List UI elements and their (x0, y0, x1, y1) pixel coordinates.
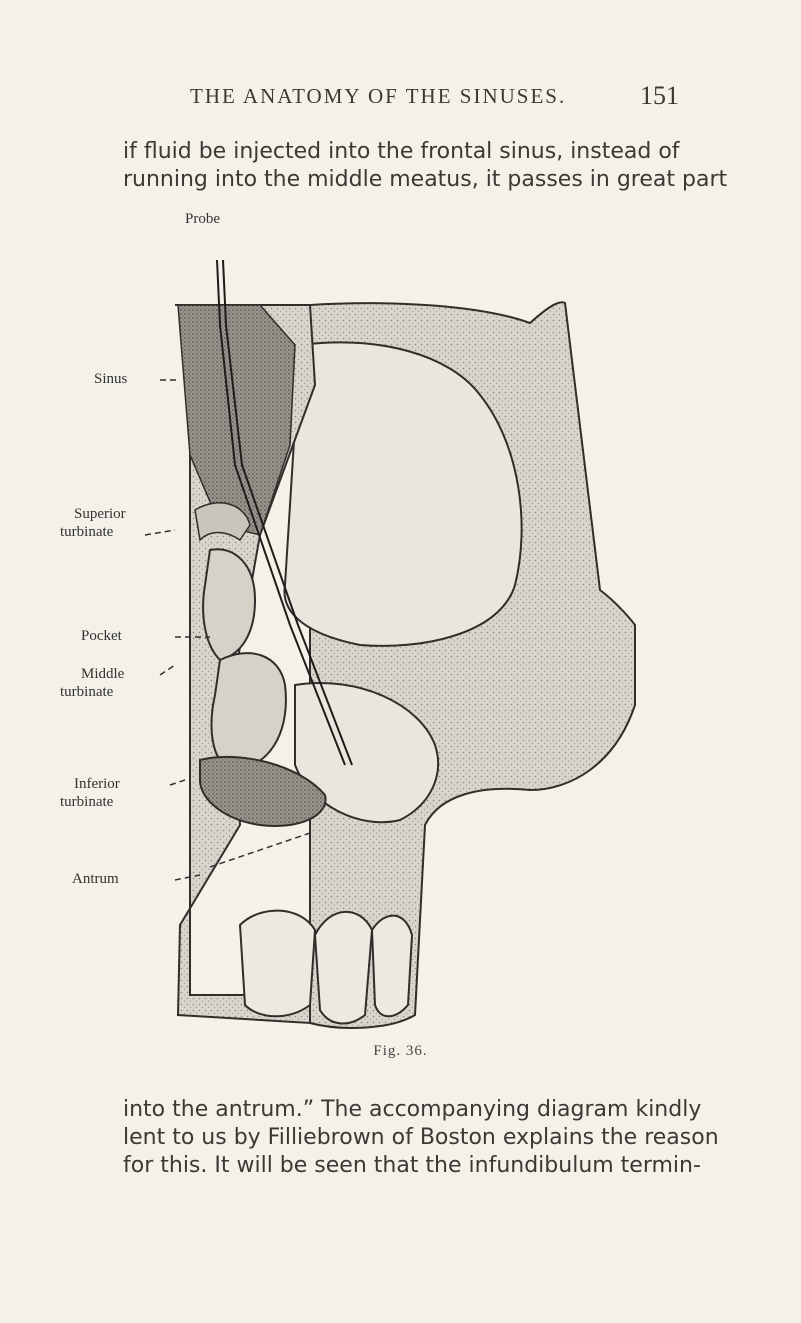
label-probe: Probe (185, 211, 220, 227)
figure-caption: Fig. 36. (373, 1043, 428, 1059)
text-line: for this. It will be seen that the infundibulum termin- (123, 1153, 701, 1178)
label-superior-turbinate-1: Superior (74, 506, 126, 522)
text-line: into the antrum.” The accompanying diagram kindly (123, 1097, 702, 1122)
text-line: if fluid be injected into the frontal sinus, instead of (123, 139, 680, 164)
label-middle-turbinate-1: Middle (81, 666, 125, 682)
running-head: THE ANATOMY OF THE SINUSES. (190, 84, 567, 108)
teeth (240, 911, 412, 1024)
label-superior-turbinate-2: turbinate (60, 524, 114, 540)
anatomy-figure (60, 205, 660, 1035)
text-line: running into the middle meatus, it passes in great part (123, 167, 728, 192)
page-number: 151 (640, 81, 679, 110)
label-middle-turbinate-2: turbinate (60, 684, 114, 700)
paragraph-bottom (123, 1095, 719, 1179)
text-line: lent to us by Filliebrown of Boston explains the reason (123, 1125, 719, 1150)
label-antrum: Antrum (72, 871, 119, 887)
label-inferior-turbinate-2: turbinate (60, 794, 114, 810)
middle-turbinate (212, 653, 286, 770)
paragraph-top (123, 138, 728, 194)
pocket-shape (203, 549, 255, 660)
label-pocket: Pocket (81, 628, 122, 644)
page-header (0, 81, 801, 114)
label-sinus: Sinus (94, 371, 128, 387)
sinus-diagram (60, 205, 660, 1035)
label-inferior-turbinate-1: Inferior (74, 776, 120, 792)
